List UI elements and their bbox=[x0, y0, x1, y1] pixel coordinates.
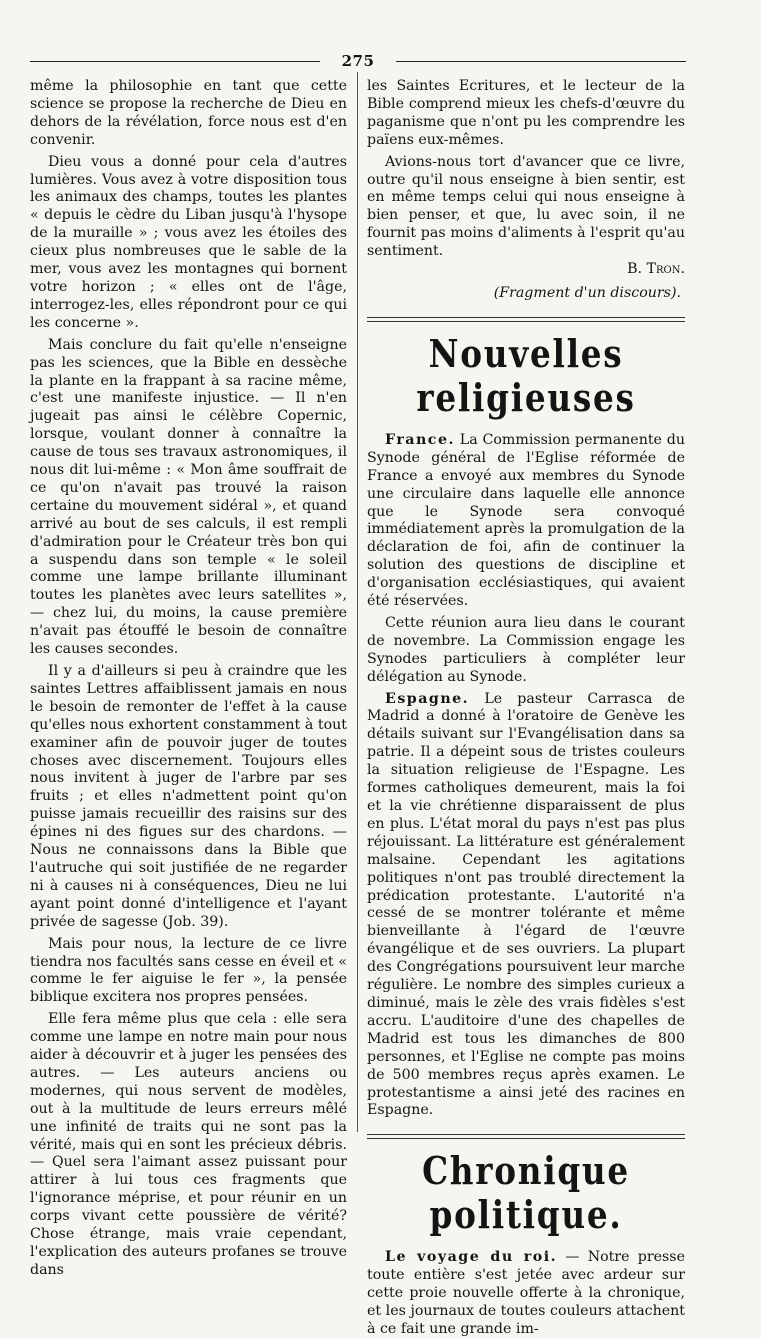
paragraph: Avions-nous tort d'avancer que ce livre, outre qu'il nous enseigne à bien sentir, est en même temps celui qui nous enseigne à bien penser, et que, lu avec soin, il ne fournit pas moins d'aliments à l'esprit qu'au sentiment. bbox=[367, 153, 685, 260]
paragraph: Dieu vous a donné pour cela d'autres lumières. Vous avez à votre disposition tous les animaux des champs, toutes les plantes « depuis le cèdre du Liban jusqu'à l'hysope de la muraille » ; vous avez les étoiles des cieux plus nombreuses que le sable de la mer, vous avez les montagnes qui bornent votre horizon ; « elles ont de l'âge, interrogez-les, elles répondront pour ce qui les concerne ». bbox=[30, 153, 347, 331]
paragraph: Elle fera même plus que cela : elle sera comme une lampe en notre main pour nous aider à découvrir et à juger les pensées des autres. — Les auteurs anciens ou modernes, qui nous servent de modèles, out à la multitude de leurs erreurs mêlé une infinité de traits qui ne sont pas la vérité, mais qui en sont les précieux débris. — Quel sera l'aimant assez puissant pour attirer à lui tous ces fragments que l'ignorance méprise, et pour réunir en un corps vivant cette poussière de vérité? Chose étrange, mais vraie cependant, l'explication des auteurs profanes se trouve dans bbox=[30, 1011, 347, 1278]
news-item-espagne bbox=[367, 691, 685, 1121]
news-text-espagne: Le pasteur Carrasca de Madrid a donné à l'oratoire de Genève les détails suivant sur l'Evangélisation dans sa patrie. Il a dépeint sous de tristes couleurs la situation religieuse de l'Espagne. Les formes catholiques demeurent, mais la foi et la vie chrétienne disparaissent de plus en plus. L'état moral du pays n'est pas plus réjouissant. La littérature est généralement malsaine. Cependant les agitations politiques n'ont pas troublé directement la prédication protestante. L'autorité n'a cessé de se montrer tolérante et même bienveillante à l'égard de l'œuvre évangélique et de ses ouvriers. La plupart des Congrégations poursuivent leur marche régulière. Le nombre des simples curieux a diminué, mais le zèle des vrais fidèles s'est accru. L'auditoire d'une des chapelles de Madrid est tous les dimanches de 800 personnes, et l'Eglise ne compte pas moins de 500 membres reçus après examen. Le protestantisme a ainsi jeté des racines en Espagne. bbox=[367, 690, 686, 1119]
author-signature: B. Tron. bbox=[627, 261, 685, 278]
section-divider bbox=[367, 1134, 685, 1139]
page-number: 275 bbox=[341, 52, 375, 70]
right-column bbox=[367, 78, 685, 1339]
section-title-political-chronicle: Chronique politique. bbox=[422, 1148, 630, 1238]
section-divider bbox=[367, 317, 685, 322]
paragraph: même la philosophie en tant que cette science se propose la recherche de Dieu en dehors de la révélation, force nous est d'en convenir. bbox=[30, 78, 347, 148]
paragraph: les Saintes Ecritures, et le lecteur de la Bible comprend mieux les chefs-d'œuvre du paganisme que n'ont pu les comprendre les païens eux-mêmes. bbox=[367, 78, 685, 148]
paragraph: Il y a d'ailleurs si peu à craindre que les saintes Lettres affaiblissent jamais en nous le besoin de remonter de l'effet à la cause qu'elles nous exhortent constamment à tout examiner afin de pouvoir juger de toutes choses avec discernement. Toujours elles nous invitent à juger de l'arbre par ses fruits ; et elles n'admettent point qu'on puisse jamais recueillir des raisins sur des épines ni des figues sur des chardons. — Nous ne connaissons dans la Bible que l'autruche qui soit justifiée de ne regarder ni à causes ni à conséquences, Dieu ne lui ayant point donné d'intelligence et l'ayant privée de sagesse (Job. 39). bbox=[30, 663, 347, 930]
paragraph: Cette réunion aura lieu dans le courant de novembre. La Commission engage les Synodes particuliers à compléter leur délégation au Synode. bbox=[367, 614, 685, 685]
news-label-france: France. bbox=[385, 431, 455, 448]
fragment-note: (Fragment d'un discours). bbox=[493, 284, 681, 301]
news-label-espagne: Espagne. bbox=[385, 690, 470, 707]
header-rule-right bbox=[396, 61, 686, 62]
column-divider bbox=[357, 72, 358, 1132]
paragraph: Mais pour nous, la lecture de ce livre tiendra nos facultés sans cesse en éveil et « comme le fer aiguise le fer », la pensée biblique excitera nos propres pensées. bbox=[30, 935, 347, 1006]
section-title-religious-news: Nouvelles religieuses bbox=[416, 330, 636, 420]
page-header bbox=[30, 52, 686, 68]
paragraph: Mais conclure du fait qu'elle n'enseigne pas les sciences, que la Bible en dessèche la plante en la frappant à sa racine même, c'est une manifeste injustice. — Il n'en jugeait pas ainsi le célèbre Copernic, lorsque, voulant donner à connaître la cause de tous ses travaux astronomiques, il nous dit lui-même : « Mon âme souffrait de ce qu'on n'avait pas trouvé la raison certaine du mouvement sidéral », et quand arrivé au bout de ses calculs, il est rempli d'admiration pour le Créateur très bon qui a suspendu dans son temple « le soleil comme une lampe brillante illuminant toutes les planètes avec leurs satellites », — chez lui, du moins, la cause première n'avait pas étouffé le besoin de connaître les causes secondes. bbox=[30, 336, 347, 658]
news-item-france bbox=[367, 432, 685, 611]
news-item-voyage bbox=[367, 1249, 685, 1339]
news-text-voyage: — Notre presse toute entière s'est jetée avec ardeur sur cette proie nouvelle offerte à la chronique, et les journaux de toutes couleurs attachent à ce fait une grande im- bbox=[367, 1249, 685, 1337]
left-column bbox=[30, 78, 347, 1280]
news-text-france: La Commission permanente du Synode général de l'Eglise réformée de France a envoyé aux membres du Synode une circulaire dans laquelle elle annonce que le Synode sera convoqué immédiatement après la promulgation de la déclaration de foi, afin de continuer la solution des questions de discipline et d'organisation ecclésiastiques, qui avaient été réservées. bbox=[367, 431, 685, 610]
news-label-voyage: Le voyage du roi. bbox=[385, 1249, 558, 1266]
